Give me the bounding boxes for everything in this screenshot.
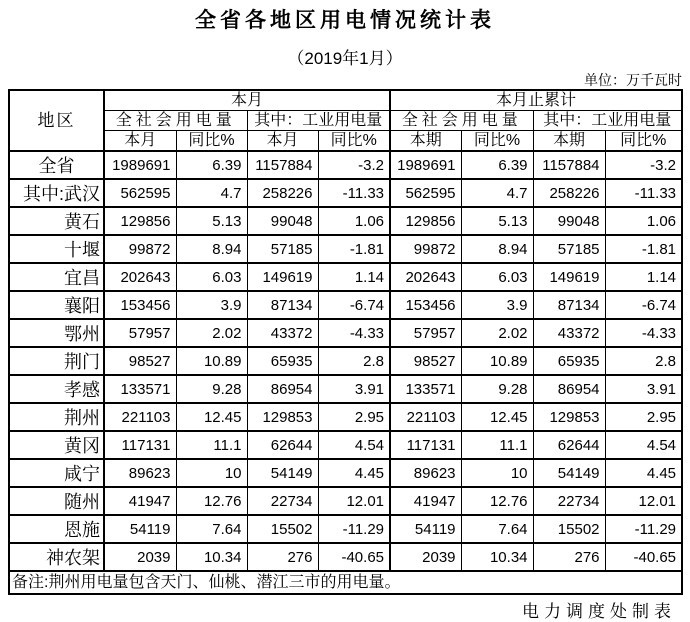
table-row — [9, 347, 682, 375]
value-cell: 8.94 — [461, 235, 533, 263]
value-cell: 3.91 — [605, 375, 682, 403]
region-cell: 鄂州 — [9, 319, 104, 347]
value-cell: 12.01 — [605, 487, 682, 515]
value-cell: 98527 — [104, 347, 176, 375]
value-cell: 276 — [533, 543, 605, 571]
value-cell: 129856 — [390, 207, 461, 235]
region-cell: 襄阳 — [9, 291, 104, 319]
value-cell: 5.13 — [176, 207, 247, 235]
header-cumulative-group: 本月止累计 — [390, 90, 682, 111]
value-cell: 22734 — [533, 487, 605, 515]
value-cell: 4.7 — [461, 179, 533, 207]
region-cell: 神农架 — [9, 543, 104, 571]
value-cell: 153456 — [104, 291, 176, 319]
header-society-cumulative: 全社会用电量 — [390, 111, 533, 131]
note-row — [9, 571, 682, 594]
value-cell: 6.03 — [176, 263, 247, 291]
value-cell: 562595 — [390, 179, 461, 207]
value-cell: 54149 — [247, 459, 318, 487]
value-cell: 12.45 — [176, 403, 247, 431]
value-cell: 2039 — [104, 543, 176, 571]
value-cell: 7.64 — [176, 515, 247, 543]
value-cell: 7.64 — [461, 515, 533, 543]
table-row — [9, 431, 682, 459]
value-cell: 54149 — [533, 459, 605, 487]
value-cell: 99048 — [533, 207, 605, 235]
region-cell: 荆门 — [9, 347, 104, 375]
value-cell: 12.01 — [318, 487, 390, 515]
header-month-group: 本月 — [104, 90, 390, 111]
value-cell: 2.02 — [461, 319, 533, 347]
header-col-period: 本期 — [390, 131, 461, 152]
region-cell: 全省 — [9, 151, 104, 179]
value-cell: 2039 — [390, 543, 461, 571]
header-row-groups — [9, 90, 682, 111]
value-cell: -11.29 — [605, 515, 682, 543]
table-row — [9, 459, 682, 487]
table-row — [9, 179, 682, 207]
value-cell: -40.65 — [318, 543, 390, 571]
value-cell: 2.8 — [605, 347, 682, 375]
value-cell: 10.34 — [176, 543, 247, 571]
value-cell: 4.54 — [605, 431, 682, 459]
value-cell: 5.13 — [461, 207, 533, 235]
value-cell: 15502 — [533, 515, 605, 543]
value-cell: -1.81 — [318, 235, 390, 263]
value-cell: 1989691 — [390, 151, 461, 179]
value-cell: 10.89 — [461, 347, 533, 375]
header-industry-month: 其中：工业用电量 — [247, 111, 390, 131]
value-cell: -11.33 — [605, 179, 682, 207]
value-cell: -3.2 — [605, 151, 682, 179]
value-cell: -4.33 — [318, 319, 390, 347]
value-cell: 89623 — [390, 459, 461, 487]
table-body — [9, 151, 682, 571]
value-cell: 221103 — [104, 403, 176, 431]
report-page — [0, 7, 690, 622]
region-cell: 咸宁 — [9, 459, 104, 487]
value-cell: 98527 — [390, 347, 461, 375]
value-cell: 87134 — [533, 291, 605, 319]
unit-label: 单位：万千瓦时 — [584, 72, 682, 88]
page-title: 全省各地区用电情况统计表 — [195, 7, 495, 32]
value-cell: 1.06 — [605, 207, 682, 235]
header-col-month: 本月 — [104, 131, 176, 152]
value-cell: 65935 — [247, 347, 318, 375]
header-col-month: 本月 — [247, 131, 318, 152]
value-cell: 43372 — [247, 319, 318, 347]
value-cell: 10.89 — [176, 347, 247, 375]
value-cell: 9.28 — [461, 375, 533, 403]
value-cell: 3.9 — [176, 291, 247, 319]
value-cell: 41947 — [390, 487, 461, 515]
header-col-yoy: 同比% — [176, 131, 247, 152]
value-cell: 133571 — [390, 375, 461, 403]
region-cell: 黄冈 — [9, 431, 104, 459]
value-cell: -3.2 — [318, 151, 390, 179]
table-row — [9, 207, 682, 235]
value-cell: -6.74 — [605, 291, 682, 319]
value-cell: 129853 — [247, 403, 318, 431]
value-cell: 4.45 — [318, 459, 390, 487]
credit-label: 电力调度处制表 — [522, 602, 676, 622]
value-cell: 1.14 — [318, 263, 390, 291]
table-row — [9, 487, 682, 515]
value-cell: 202643 — [390, 263, 461, 291]
table-row — [9, 319, 682, 347]
value-cell: 54119 — [104, 515, 176, 543]
table-row — [9, 375, 682, 403]
value-cell: 12.76 — [461, 487, 533, 515]
value-cell: 57185 — [247, 235, 318, 263]
value-cell: 129853 — [533, 403, 605, 431]
value-cell: 15502 — [247, 515, 318, 543]
value-cell: 41947 — [104, 487, 176, 515]
value-cell: 62644 — [533, 431, 605, 459]
table-row — [9, 515, 682, 543]
value-cell: 43372 — [533, 319, 605, 347]
table-row — [9, 263, 682, 291]
value-cell: 65935 — [533, 347, 605, 375]
region-cell: 其中:武汉 — [9, 179, 104, 207]
value-cell: 4.45 — [605, 459, 682, 487]
value-cell: 117131 — [390, 431, 461, 459]
value-cell: 57185 — [533, 235, 605, 263]
value-cell: 10.34 — [461, 543, 533, 571]
electricity-stats-table — [8, 89, 683, 595]
table-row — [9, 403, 682, 431]
value-cell: 258226 — [247, 179, 318, 207]
value-cell: 1157884 — [533, 151, 605, 179]
header-row-columns — [9, 131, 682, 152]
value-cell: 12.76 — [176, 487, 247, 515]
value-cell: -4.33 — [605, 319, 682, 347]
region-cell: 十堰 — [9, 235, 104, 263]
value-cell: 4.54 — [318, 431, 390, 459]
value-cell: 4.7 — [176, 179, 247, 207]
value-cell: 8.94 — [176, 235, 247, 263]
table-row — [9, 151, 682, 179]
value-cell: 54119 — [390, 515, 461, 543]
table-row — [9, 543, 682, 571]
region-cell: 黄石 — [9, 207, 104, 235]
value-cell: -11.29 — [318, 515, 390, 543]
value-cell: 1.06 — [318, 207, 390, 235]
value-cell: 2.02 — [176, 319, 247, 347]
value-cell: 133571 — [104, 375, 176, 403]
region-cell: 孝感 — [9, 375, 104, 403]
region-cell: 宜昌 — [9, 263, 104, 291]
value-cell: 117131 — [104, 431, 176, 459]
value-cell: 149619 — [247, 263, 318, 291]
value-cell: 62644 — [247, 431, 318, 459]
page-subtitle: （2019年1月） — [287, 49, 403, 68]
header-col-yoy: 同比% — [461, 131, 533, 152]
value-cell: 3.91 — [318, 375, 390, 403]
value-cell: 1.14 — [605, 263, 682, 291]
value-cell: 12.45 — [461, 403, 533, 431]
value-cell: 57957 — [390, 319, 461, 347]
value-cell: 10 — [461, 459, 533, 487]
value-cell: -11.33 — [318, 179, 390, 207]
value-cell: 99872 — [104, 235, 176, 263]
value-cell: 6.03 — [461, 263, 533, 291]
value-cell: 10 — [176, 459, 247, 487]
value-cell: 11.1 — [461, 431, 533, 459]
header-col-period: 本期 — [533, 131, 605, 152]
value-cell: 11.1 — [176, 431, 247, 459]
value-cell: 86954 — [247, 375, 318, 403]
value-cell: 87134 — [247, 291, 318, 319]
value-cell: 153456 — [390, 291, 461, 319]
header-col-yoy: 同比% — [605, 131, 682, 152]
value-cell: 57957 — [104, 319, 176, 347]
value-cell: 276 — [247, 543, 318, 571]
header-row-subgroups — [9, 111, 682, 131]
value-cell: 6.39 — [461, 151, 533, 179]
header-region: 地区 — [9, 90, 104, 151]
value-cell: 562595 — [104, 179, 176, 207]
value-cell: 258226 — [533, 179, 605, 207]
region-cell: 随州 — [9, 487, 104, 515]
value-cell: -1.81 — [605, 235, 682, 263]
table-footer — [9, 571, 682, 594]
value-cell: 86954 — [533, 375, 605, 403]
value-cell: 1157884 — [247, 151, 318, 179]
value-cell: 149619 — [533, 263, 605, 291]
table-note: 备注:荆州用电量包含天门、仙桃、潜江三市的用电量。 — [9, 571, 682, 594]
value-cell: 99872 — [390, 235, 461, 263]
header-society-month: 全社会用电量 — [104, 111, 247, 131]
header-industry-cumulative: 其中：工业用电量 — [533, 111, 682, 131]
value-cell: 2.8 — [318, 347, 390, 375]
value-cell: 9.28 — [176, 375, 247, 403]
value-cell: 202643 — [104, 263, 176, 291]
value-cell: 221103 — [390, 403, 461, 431]
value-cell: 99048 — [247, 207, 318, 235]
region-cell: 荆州 — [9, 403, 104, 431]
value-cell: -40.65 — [605, 543, 682, 571]
header-col-yoy: 同比% — [318, 131, 390, 152]
table-row — [9, 291, 682, 319]
value-cell: -6.74 — [318, 291, 390, 319]
value-cell: 89623 — [104, 459, 176, 487]
value-cell: 2.95 — [605, 403, 682, 431]
value-cell: 129856 — [104, 207, 176, 235]
value-cell: 6.39 — [176, 151, 247, 179]
value-cell: 22734 — [247, 487, 318, 515]
value-cell: 1989691 — [104, 151, 176, 179]
table-header — [9, 90, 682, 151]
region-cell: 恩施 — [9, 515, 104, 543]
value-cell: 3.9 — [461, 291, 533, 319]
value-cell: 2.95 — [318, 403, 390, 431]
table-row — [9, 235, 682, 263]
